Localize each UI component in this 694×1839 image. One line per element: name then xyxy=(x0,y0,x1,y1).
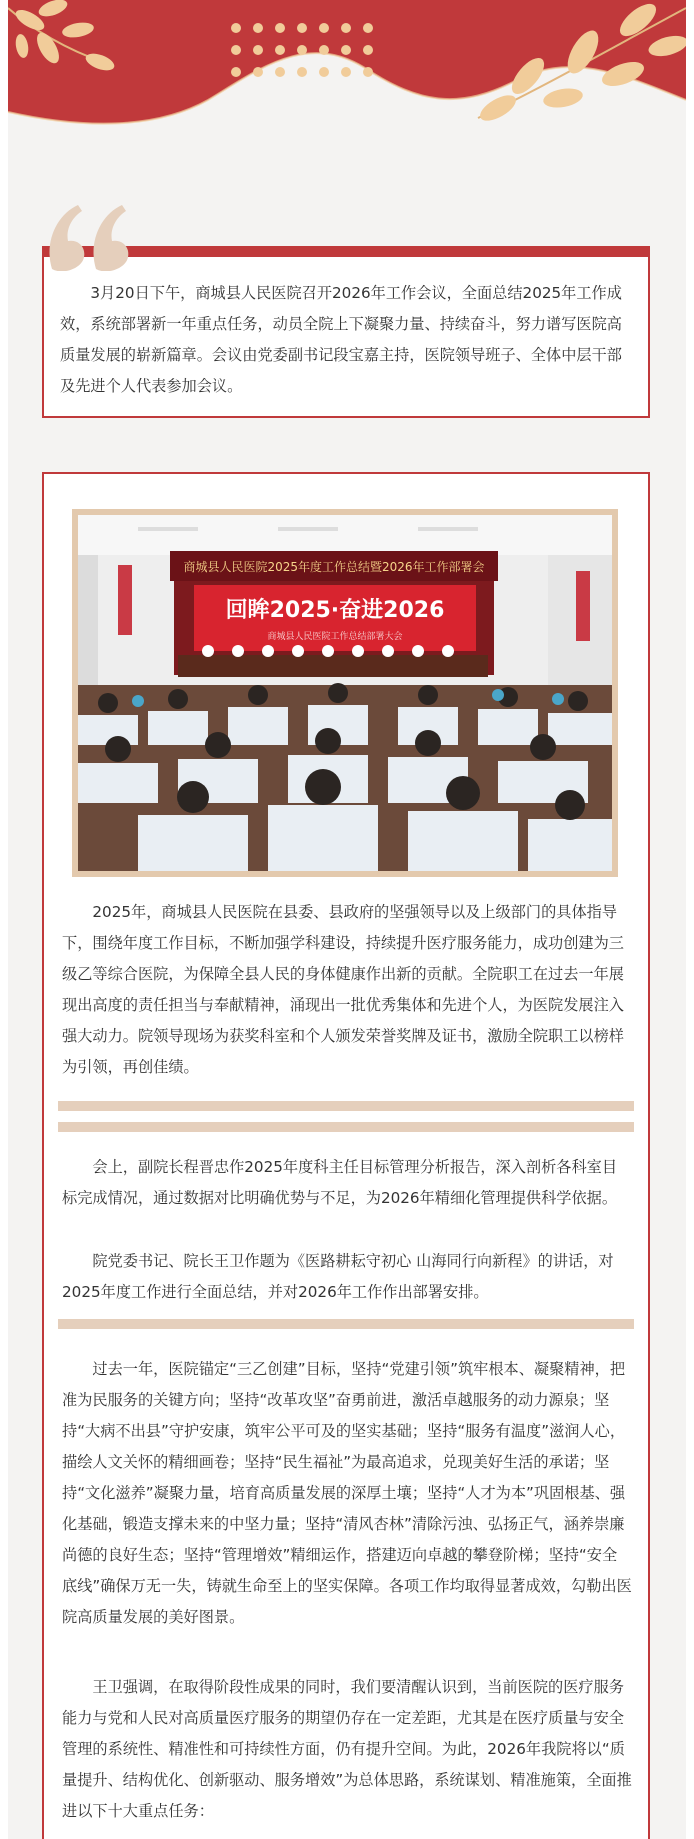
section-divider xyxy=(58,1122,634,1132)
body-paragraph-4: 过去一年，医院锚定“三乙创建”目标，坚持“党建引领”筑牢根本、凝聚精神，把准为民服务的关键方向；坚持“改革攻坚”奋勇前进，激活卓越服务的动力源泉；坚持“大病不出县”守护安康，筑牢公平可及的坚实基础；坚持“服务有温度”滋润人心，描绘人文关怀的精细画卷；坚持“民生福祉”为最高追求，兑现美好生活的承诺；坚持“文化滋养”凝聚力量，培育高质量发展的深厚土壤；坚持“人才为本”巩固根基、强化基础，锻造支撑未来的中坚力量；坚持“清风杏林”清除污浊、弘扬正气，涵养崇廉尚德的良好生态；坚持“管理增效”精细运作，搭建迈向卓越的攀登阶梯；坚持“安全底线”确保万无一失，铸就生命至上的坚实保障。各项工作均取得显著成效，勾勒出医院高质量发展的美好图景。 xyxy=(62,1360,632,1626)
photo-banner-text: 商城县人民医院2025年度工作总结暨2026年工作部署会 xyxy=(183,560,485,574)
quote-mark-icon xyxy=(48,203,130,271)
stage-subtitle: 商城县人民医院工作总结部署大会 xyxy=(267,632,403,642)
meeting-photo xyxy=(78,515,612,871)
meeting-hall-image xyxy=(78,515,612,871)
intro-paragraph: 3月20日下午，商城县人民医院召开2026年工作会议，全面总结2025年工作成效，系统部署新一年重点任务，动员全院上下凝聚力量、持续奋斗，努力谱写医院高质量发展的崭新篇章。会议由党委副书记段宝嘉主持，医院领导班子、全体中层干部及先进个人代表参加会议。 xyxy=(60,284,622,395)
section-divider xyxy=(58,1101,634,1111)
body-paragraph-2: 会上，副院长程晋忠作2025年度科主任目标管理分析报告，深入剖析各科室目标完成情况，通过数据对比明确优势与不足，为2026年精细化管理提供科学依据。 xyxy=(62,1158,618,1207)
section-divider xyxy=(58,1319,634,1329)
body-paragraph-5: 王卫强调，在取得阶段性成果的同时，我们要清醒认识到，当前医院的医疗服务能力与党和人民对高质量医疗服务的期望仍存在一定差距，尤其是在医疗质量与安全管理的系统性、精准性和可持续性方面，仍有提升空间。为此，2026年我院将以“质量提升、结构优化、创新驱动、服务增效”为总体思路，系统谋划、精准施策，全面推进以下十大重点任务： xyxy=(62,1678,632,1820)
stage-title: 回眸2025·奋进2026 xyxy=(225,598,445,623)
body-paragraph-3: 院党委书记、院长王卫作题为《医路耕耘守初心 山海同行向新程》的讲话，对2025年度工作进行全面总结，并对2026年工作作出部署安排。 xyxy=(62,1252,614,1301)
banner-graphic xyxy=(8,0,686,140)
body-paragraph-1: 2025年，商城县人民医院在县委、县政府的坚强领导以及上级部门的具体指导下，围绕年度工作目标，不断加强学科建设，持续提升医疗服务能力，成功创建为三级乙等综合医院，为保障全县人民的身体健康作出新的贡献。全院职工在过去一年展现出高度的责任担当与奉献精神，涌现出一批优秀集体和先进个人，为医院发展注入强大动力。院领导现场为获奖科室和个人颁发荣誉奖牌及证书，激励全院职工以榜样为引领，再创佳绩。 xyxy=(62,903,624,1076)
meeting-photo-frame xyxy=(72,509,618,877)
header-banner xyxy=(8,0,686,140)
